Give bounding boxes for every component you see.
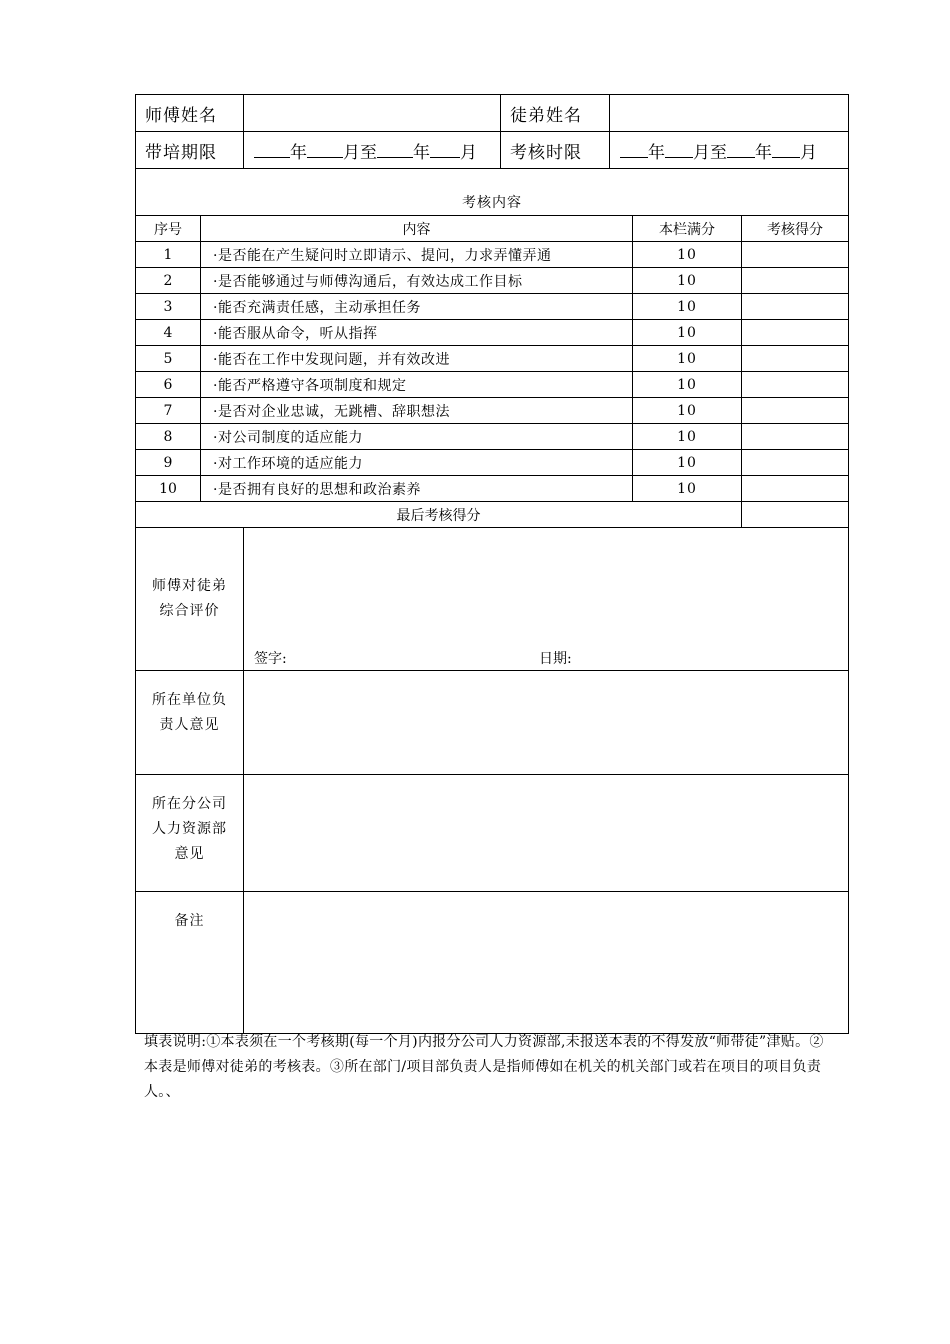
master-evaluation-field[interactable] — [244, 528, 849, 671]
master-name-field[interactable] — [244, 95, 501, 132]
header-table — [135, 94, 849, 169]
column-header: 内容 — [201, 216, 633, 242]
criteria-text: ·对工作环境的适应能力 — [201, 450, 633, 476]
max-score: 10 — [633, 424, 742, 450]
row-number: 7 — [136, 398, 201, 424]
master-name-label: 师傅姓名 — [136, 95, 244, 132]
assessment-table — [135, 169, 849, 528]
table-row — [136, 242, 849, 268]
apprentice-name-field[interactable] — [610, 95, 849, 132]
training-period-label: 带培期限 — [136, 132, 244, 169]
score-field[interactable] — [742, 372, 849, 398]
max-score: 10 — [633, 320, 742, 346]
max-score: 10 — [633, 398, 742, 424]
table-row — [136, 346, 849, 372]
criteria-text: ·能否充满责任感，主动承担任务 — [201, 294, 633, 320]
remarks-label: 备注 — [136, 892, 244, 1034]
unit-opinion-field[interactable] — [244, 671, 849, 775]
table-row — [136, 320, 849, 346]
criteria-text: ·是否对企业忠诚，无跳槽、辞职想法 — [201, 398, 633, 424]
assessment-period-label: 考核时限 — [501, 132, 610, 169]
criteria-text: ·能否服从命令，听从指挥 — [201, 320, 633, 346]
final-score-label: 最后考核得分 — [136, 502, 742, 528]
score-field[interactable] — [742, 398, 849, 424]
table-row — [136, 268, 849, 294]
row-number: 10 — [136, 476, 201, 502]
master-evaluation-label: 师傅对徒弟 综合评价 — [136, 528, 244, 671]
table-row — [136, 476, 849, 502]
assessment-title: 考核内容 — [136, 169, 849, 216]
apprentice-name-label: 徒弟姓名 — [501, 95, 610, 132]
max-score: 10 — [633, 372, 742, 398]
score-field[interactable] — [742, 346, 849, 372]
column-header: 序号 — [136, 216, 201, 242]
assessment-period-field[interactable]: 年 月至 年 月 — [610, 132, 849, 169]
criteria-text: ·是否能够通过与师傅沟通后，有效达成工作目标 — [201, 268, 633, 294]
criteria-text: ·对公司制度的适应能力 — [201, 424, 633, 450]
final-score-field[interactable] — [742, 502, 849, 528]
max-score: 10 — [633, 346, 742, 372]
max-score: 10 — [633, 268, 742, 294]
row-number: 5 — [136, 346, 201, 372]
form-instructions: 填表说明:①本表须在一个考核期(每一个月)内报分公司人力资源部,未报送本表的不得发放“师带徒”津贴。②本表是师傅对徒弟的考核表。③所在部门/项目部负责人是指师傅如在机关的机关部门或若在项目的项目负责人。、 — [144, 1034, 824, 1100]
column-header: 本栏满分 — [633, 216, 742, 242]
score-field[interactable] — [742, 424, 849, 450]
max-score: 10 — [633, 242, 742, 268]
final-score-row — [136, 502, 849, 528]
table-row — [136, 372, 849, 398]
evaluation-sections — [135, 528, 849, 1034]
row-number: 9 — [136, 450, 201, 476]
training-period-field[interactable]: 年 月至 年 月 — [244, 132, 501, 169]
row-number: 1 — [136, 242, 201, 268]
remarks-field[interactable] — [244, 892, 849, 1034]
max-score: 10 — [633, 450, 742, 476]
row-number: 6 — [136, 372, 201, 398]
max-score: 10 — [633, 294, 742, 320]
score-field[interactable] — [742, 242, 849, 268]
signature-label: 签字: — [254, 651, 287, 667]
row-number: 2 — [136, 268, 201, 294]
score-field[interactable] — [742, 450, 849, 476]
table-row — [136, 424, 849, 450]
date-label: 日期: — [539, 651, 572, 667]
score-field[interactable] — [742, 294, 849, 320]
row-number: 8 — [136, 424, 201, 450]
row-number: 4 — [136, 320, 201, 346]
unit-opinion-label: 所在单位负 责人意见 — [136, 671, 244, 775]
hr-opinion-label: 所在分公司 人力资源部 意见 — [136, 775, 244, 892]
table-row — [136, 450, 849, 476]
assessment-form — [135, 94, 848, 1034]
criteria-text: ·能否在工作中发现问题，并有效改进 — [201, 346, 633, 372]
criteria-text: ·是否能在产生疑问时立即请示、提问，力求弄懂弄通 — [201, 242, 633, 268]
table-row — [136, 398, 849, 424]
score-field[interactable] — [742, 476, 849, 502]
max-score: 10 — [633, 476, 742, 502]
table-row — [136, 294, 849, 320]
criteria-text: ·能否严格遵守各项制度和规定 — [201, 372, 633, 398]
column-header: 考核得分 — [742, 216, 849, 242]
criteria-text: ·是否拥有良好的思想和政治素养 — [201, 476, 633, 502]
score-field[interactable] — [742, 268, 849, 294]
row-number: 3 — [136, 294, 201, 320]
score-field[interactable] — [742, 320, 849, 346]
hr-opinion-field[interactable] — [244, 775, 849, 892]
